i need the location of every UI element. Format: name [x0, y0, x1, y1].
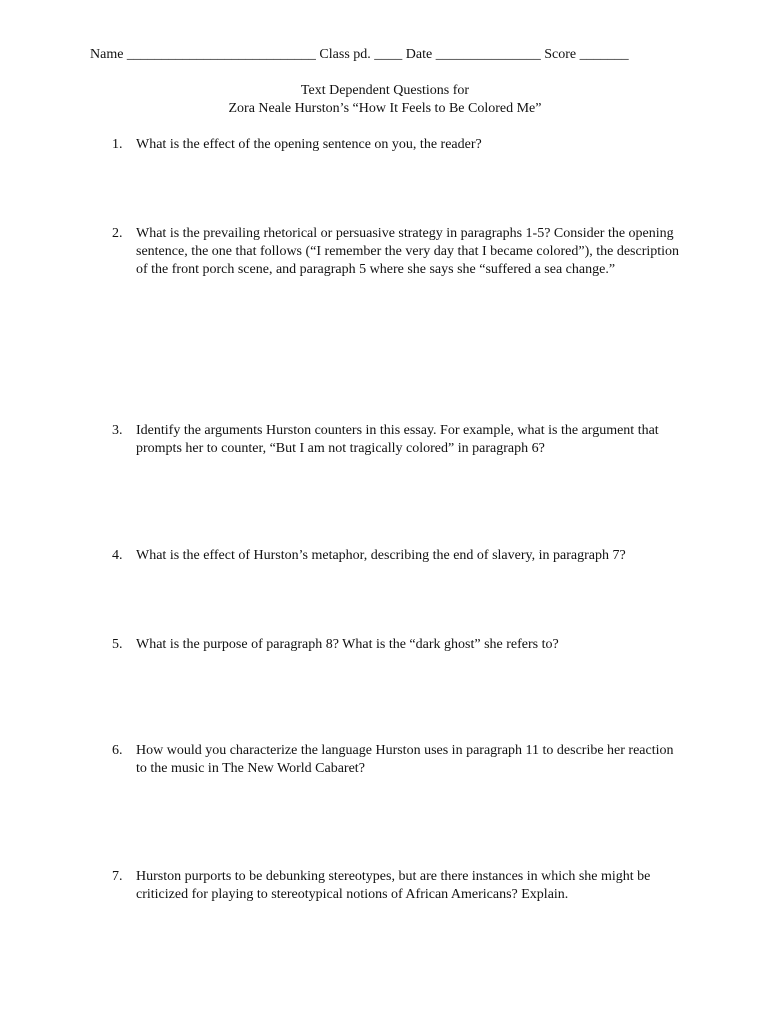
question-text: What is the effect of the opening sentence on you, the reader?	[136, 137, 482, 152]
question-text: How would you characterize the language Hurston uses in paragraph 11 to describe her reaction to the music in The New World Cabaret?	[136, 743, 674, 776]
question-7	[112, 868, 682, 904]
question-text: What is the purpose of paragraph 8? What is the “dark ghost” she refers to?	[136, 637, 559, 652]
question-number: 1.	[112, 137, 123, 152]
title-line-2: Zora Neale Hurston’s “How It Feels to Be Colored Me”	[228, 101, 542, 116]
question-text: Identify the arguments Hurston counters in this essay. For example, what is the argument that prompts her to counter, “But I am not tragically colored” in paragraph 6?	[136, 423, 659, 456]
question-6	[112, 742, 682, 778]
question-number: 6.	[112, 743, 123, 758]
question-number: 7.	[112, 869, 123, 884]
question-text: What is the prevailing rhetorical or persuasive strategy in paragraphs 1-5? Consider the opening sentence, the one that follows (“I remember the very day that I became colored”), the description of the front porch scene, and paragraph 5 where she says she “suffered a sea change.”	[136, 226, 680, 277]
question-text: Hurston purports to be debunking stereotypes, but are there instances in which she might be criticized for playing to stereotypical notions of African Americans? Explain.	[136, 869, 651, 902]
question-1	[112, 136, 682, 154]
question-number: 5.	[112, 637, 123, 652]
question-number: 4.	[112, 548, 123, 563]
question-number: 2.	[112, 226, 123, 241]
student-info-line: Name ___________________________ Class pd. ____ Date _______________ Score _______	[90, 47, 629, 62]
question-4	[112, 547, 682, 565]
question-text: What is the effect of Hurston’s metaphor, describing the end of slavery, in paragraph 7?	[136, 548, 626, 563]
question-3	[112, 422, 682, 458]
question-number: 3.	[112, 423, 123, 438]
question-5	[112, 636, 682, 654]
title-line-1: Text Dependent Questions for	[300, 83, 470, 98]
worksheet-title	[0, 82, 770, 118]
question-2	[112, 225, 682, 279]
